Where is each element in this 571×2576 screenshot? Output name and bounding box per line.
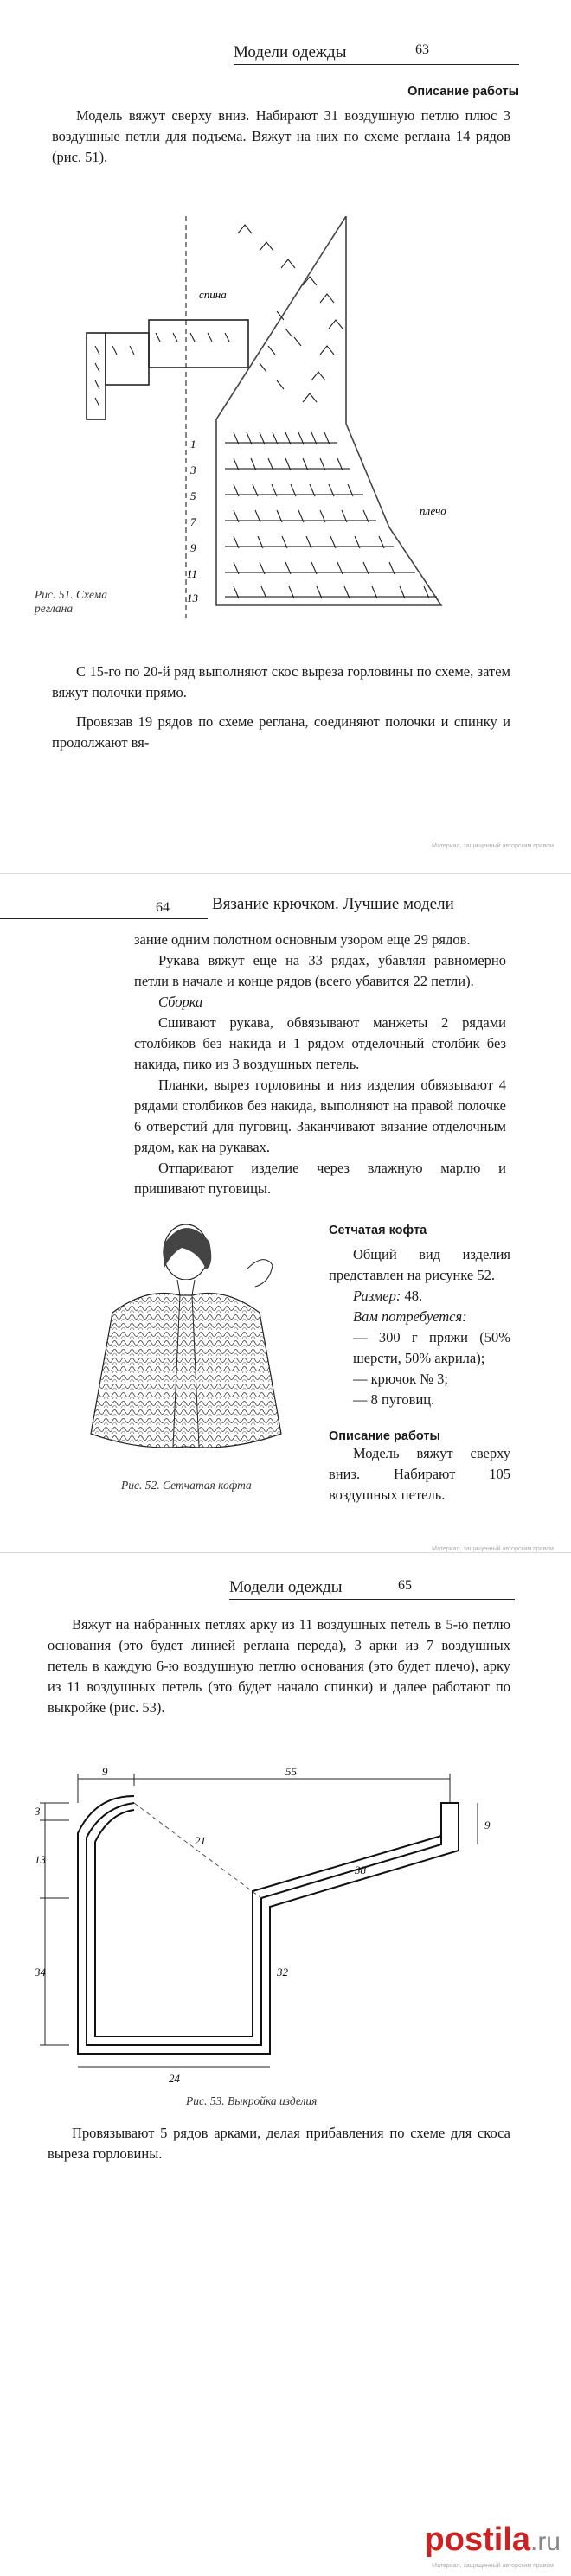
paragraph: Сшивают рукава, обвязывают манжеты 2 рядами столбиков без накида и 1 рядом отделочный столбик без накида, пико из 3 воздушных петель. [134,1014,506,1072]
assembly-heading: Сборка [158,994,203,1010]
jacket-illustration [78,1218,294,1468]
figure-caption: Рис. 51. Схема реглана [35,588,108,615]
need-item: — крючок № 3; [353,1371,448,1387]
row-number: 11 [187,567,198,580]
paragraph: Вяжут на набранных петлях арку из 11 воздушных петель в 5-ю петлю основания (это будет линией реглана переда), 3 арки из 7 воздушных петель в каждую 6-ю воздушную петлю основания (это будет плечо), арку из 11 воздушных петель (это будет начало спинки) и далее работают по выкройке (рис. 53). [48,1616,510,1716]
back-block [87,333,106,419]
header-rule [229,1599,515,1600]
header-rule [234,64,519,65]
header-rule [0,918,208,919]
dim-label: 32 [277,1966,288,1978]
page-number: 64 [156,900,170,915]
running-header [212,895,454,914]
item-heading: Сетчатая кофта [329,1224,427,1237]
paragraph: Отпаривают изделие через влажную марлю и пришивают пуговицы. [134,1160,506,1197]
dim-label: 38 [355,1863,366,1876]
page-64 [0,882,571,1643]
paragraph: зание одним полотном основным узором еще 29 рядов. [134,931,471,948]
running-header [234,43,347,62]
raglan-scheme [61,216,467,623]
dim-label: 21 [195,1834,206,1847]
page-separator [0,873,571,874]
final-text [48,2123,510,2164]
pattern-diagram [35,1768,519,2088]
need-item: — 8 пуговиц. [353,1391,435,1408]
dim-label: 34 [35,1966,46,1978]
brand-name: postila [424,2522,530,2558]
paragraph: Планки, вырез горловины и низ изделия обвязывают 4 рядами столбиков без накида, выполняют на правой полочке 6 отверстий для пуговиц. Заканчивают вязание отделочным рядом, как на рукавах. [134,1077,506,1155]
page-number: 65 [398,1578,412,1593]
header-title: Модели одежды [229,1578,343,1596]
paragraph: Провязывают 5 рядов арками, делая прибавления по схеме для скоса выреза горловины. [48,2125,510,2162]
row-number: 13 [187,591,198,604]
paragraph: Рукава вяжут еще на 33 рядах, убавляя равномерно петли в начале и конце рядов (всего убавится 22 петли). [134,952,506,989]
intro-text [48,1614,510,1718]
dim-label: 13 [35,1853,46,1866]
watermark: Материал, защищенный авторским правом [432,843,554,849]
row-number: 7 [190,515,196,528]
watermark: Материал, защищенный авторским правом [432,2563,554,2569]
dim-label: 3 [35,1805,41,1818]
intro-text [52,105,510,168]
paragraph: Модель вяжут сверху вниз. Набирают 31 воздушную петлю плюс 3 воздушные петли для подъема. Вяжут на них по схеме реглана 14 рядов (рис. 51). [52,107,510,165]
need-item: — 300 г пряжи (50% шерсти, 50% акрила); [353,1329,510,1366]
size-label: Размер: [353,1288,401,1304]
label-back: спина [199,288,227,301]
header-title: Вязание крючком. Лучшие модели [212,895,454,913]
dim-label: 24 [169,2072,180,2085]
dim-label: 9 [102,1768,108,1778]
main-text [134,930,506,1199]
header-title: Модели одежды [234,43,347,61]
page-63 [0,0,571,865]
size-value: 48. [404,1288,423,1304]
figure-caption: Рис. 52. Сетчатая кофта [121,1479,252,1492]
work-heading: Описание работы [329,1429,440,1443]
page-number: 63 [415,42,429,57]
size-line [329,1286,510,1307]
item-intro: Общий вид изделия представлен на рисунке 52. [329,1246,510,1283]
dim-label: 55 [286,1768,297,1778]
row-numbers [187,438,199,604]
row-number: 1 [190,438,196,451]
paragraph: Провязав 19 рядов по схеме реглана, соединяют полочки и спинку и продолжают вя- [52,713,510,751]
needs-label: Вам потребуется: [353,1308,467,1325]
label-shoulder: плечо [420,504,446,517]
paragraph: Модель вяжут сверху вниз. Набирают 105 воздушных петель. [329,1445,510,1503]
pattern-piece [78,1796,459,2054]
item-details [329,1244,510,1410]
watermark: Материал, защищенный авторским правом [432,1546,554,1552]
item-panel [329,1224,510,1505]
brand-logo [425,2522,561,2559]
figure-caption: Рис. 53. Выкройка изделия [186,2094,318,2107]
brand-tail: .ru [529,2528,561,2556]
raglan-line [134,1803,261,1898]
section-heading: Описание работы [407,85,519,99]
row-number: 9 [190,541,196,554]
paragraph: С 15-го по 20-й ряд выполняют скос выреза горловины по схеме, затем вяжут полочки прямо. [52,663,510,700]
running-header [229,1578,343,1597]
work-text [329,1443,510,1505]
row-number: 3 [190,463,196,476]
page-65 [0,1561,571,2576]
continued-text [52,662,510,753]
dim-label: 9 [484,1819,491,1831]
row-number: 5 [190,489,196,502]
page-separator [0,1552,571,1553]
